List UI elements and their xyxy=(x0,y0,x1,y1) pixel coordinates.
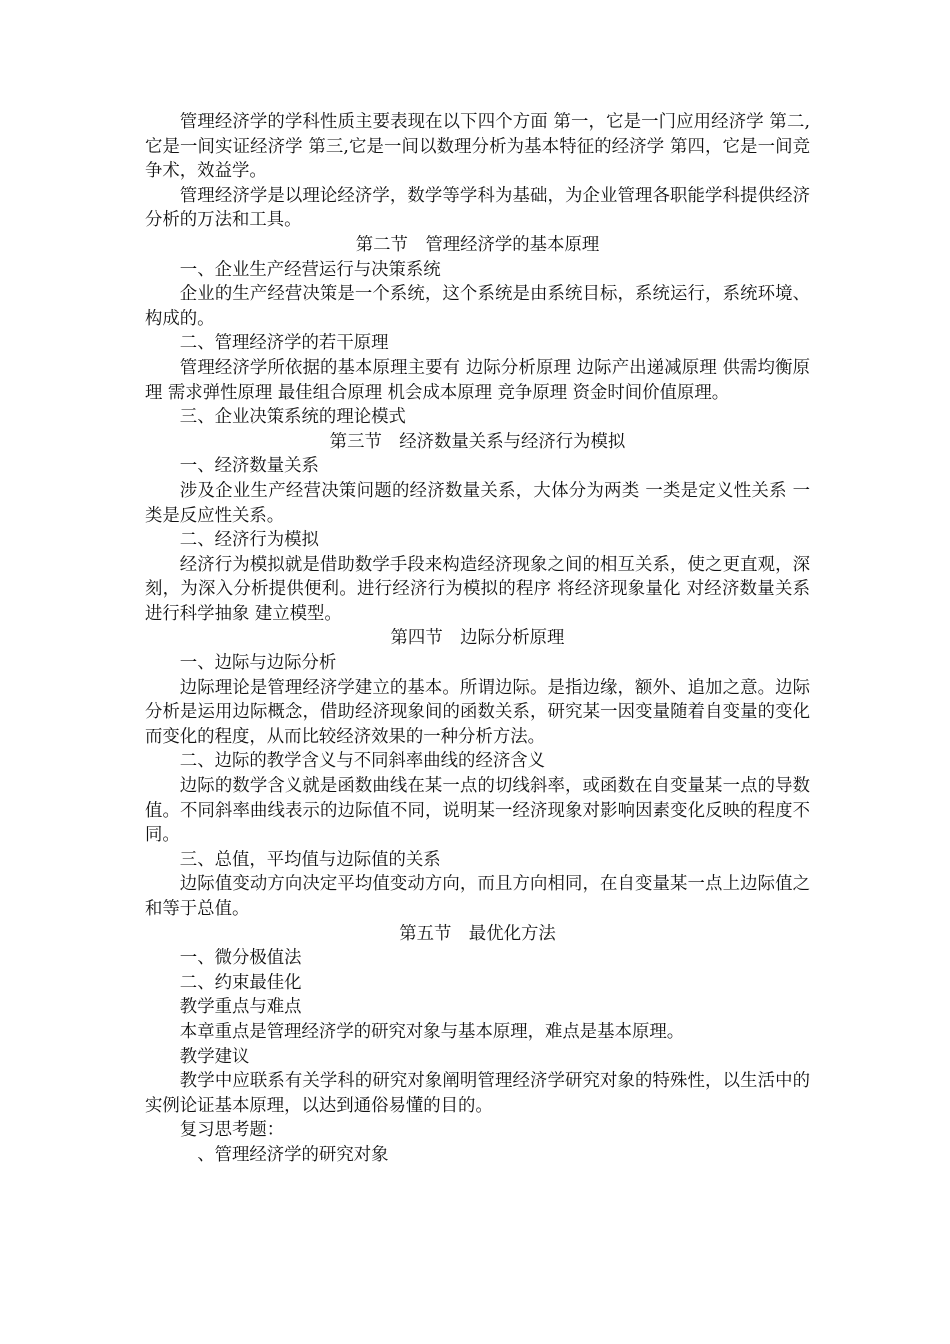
subhead-2-1: 一、企业生产经营运行与决策系统 xyxy=(179,259,441,280)
para-3-2: 经济行为模拟就是借助数学手段来构造经济现象之间的相互关系，使之更直观，深刻，为深入分析提供便利。进行经济行为模拟的程序 将经济现象量化 对经济数量关系进行科学抽象 建立模型。 xyxy=(145,554,810,624)
subhead-2-2: 二、管理经济学的若干原理 xyxy=(179,333,389,354)
section-3-title: 第三节 经济数量关系与经济行为模拟 xyxy=(329,431,626,452)
para-2-1: 企业的生产经营决策是一个系统，这个系统是由系统目标，系统运行，系统环境、构成的。 xyxy=(145,284,810,329)
section-4-title: 第四节 边际分析原理 xyxy=(390,628,565,649)
para-subject-nature: 管理经济学的学科性质主要表现在以下四个方面 第一，它是一门应用经济学 第二,它是一间实证经济学 第三,它是一间以数理分析为基本特征的经济学 第四，它是一间竞争术，效益学。 xyxy=(145,112,810,182)
section-5-title: 第五节 最优化方法 xyxy=(399,923,556,944)
subhead-review: 复习思考题： xyxy=(179,1120,285,1141)
para-suggestions: 教学中应联系有关学科的研究对象阐明管理经济学研究对象的特殊性，以生活中的实例论证基本原理，以达到通俗易懂的目的。 xyxy=(145,1071,810,1116)
para-4-2: 边际的数学含义就是函数曲线在某一点的切线斜率，或函数在自变量某一点的导数值。不同斜率曲线表示的边际值不同，说明某一经济现象对影响因素变化反映的程度不同。 xyxy=(145,776,810,846)
subhead-2-3: 三、企业决策系统的理论模式 xyxy=(179,407,406,428)
subhead-suggestions: 教学建议 xyxy=(179,1046,250,1067)
subhead-3-1: 一、经济数量关系 xyxy=(179,456,319,477)
document-page xyxy=(145,110,810,1168)
subhead-4-2: 二、边际的教学含义与不同斜率曲线的经济含义 xyxy=(179,751,546,772)
subhead-key-points: 教学重点与难点 xyxy=(179,997,302,1018)
para-3-1: 涉及企业生产经营决策问题的经济数量关系，大体分为两类 一类是定义性关系 一类是反应性关系。 xyxy=(145,480,810,526)
para-4-3: 边际值变动方向决定平均值变动方向，而且方向相同，在自变量某一点上边际值之和等于总值。 xyxy=(145,874,810,919)
para-2-2: 管理经济学所依据的基本原理主要有 边际分析原理 边际产出递减原理 供需均衡原理 需求弹性原理 最佳组合原理 机会成本原理 竞争原理 资金时间价值原理。 xyxy=(145,357,810,403)
para-basis: 管理经济学是以理论经济学，数学等学科为基础，为企业管理各职能学科提供经济分析的万法和工具。 xyxy=(145,185,810,231)
subhead-4-3: 三、总值，平均值与边际值的关系 xyxy=(179,849,441,870)
subhead-4-1: 一、边际与边际分析 xyxy=(179,653,337,674)
review-question-1: 、管理经济学的研究对象 xyxy=(197,1144,389,1165)
para-4-1: 边际理论是管理经济学建立的基本。所谓边际。是指边缘，额外、追加之意。边际分析是运用边际概念，借助经济现象间的函数关系，研究某一因变量随着自变量的变化而变化的程度，从而比较经济效果的一种分析方法。 xyxy=(145,677,810,747)
subhead-5-1: 一、微分极值法 xyxy=(179,948,302,969)
subhead-3-2: 二、经济行为模拟 xyxy=(179,530,319,551)
para-key-points: 本章重点是管理经济学的研究对象与基本原理，难点是基本原理。 xyxy=(179,1021,685,1042)
subhead-5-2: 二、约束最佳化 xyxy=(179,972,302,993)
section-2-title: 第二节 管理经济学的基本原理 xyxy=(355,234,600,255)
